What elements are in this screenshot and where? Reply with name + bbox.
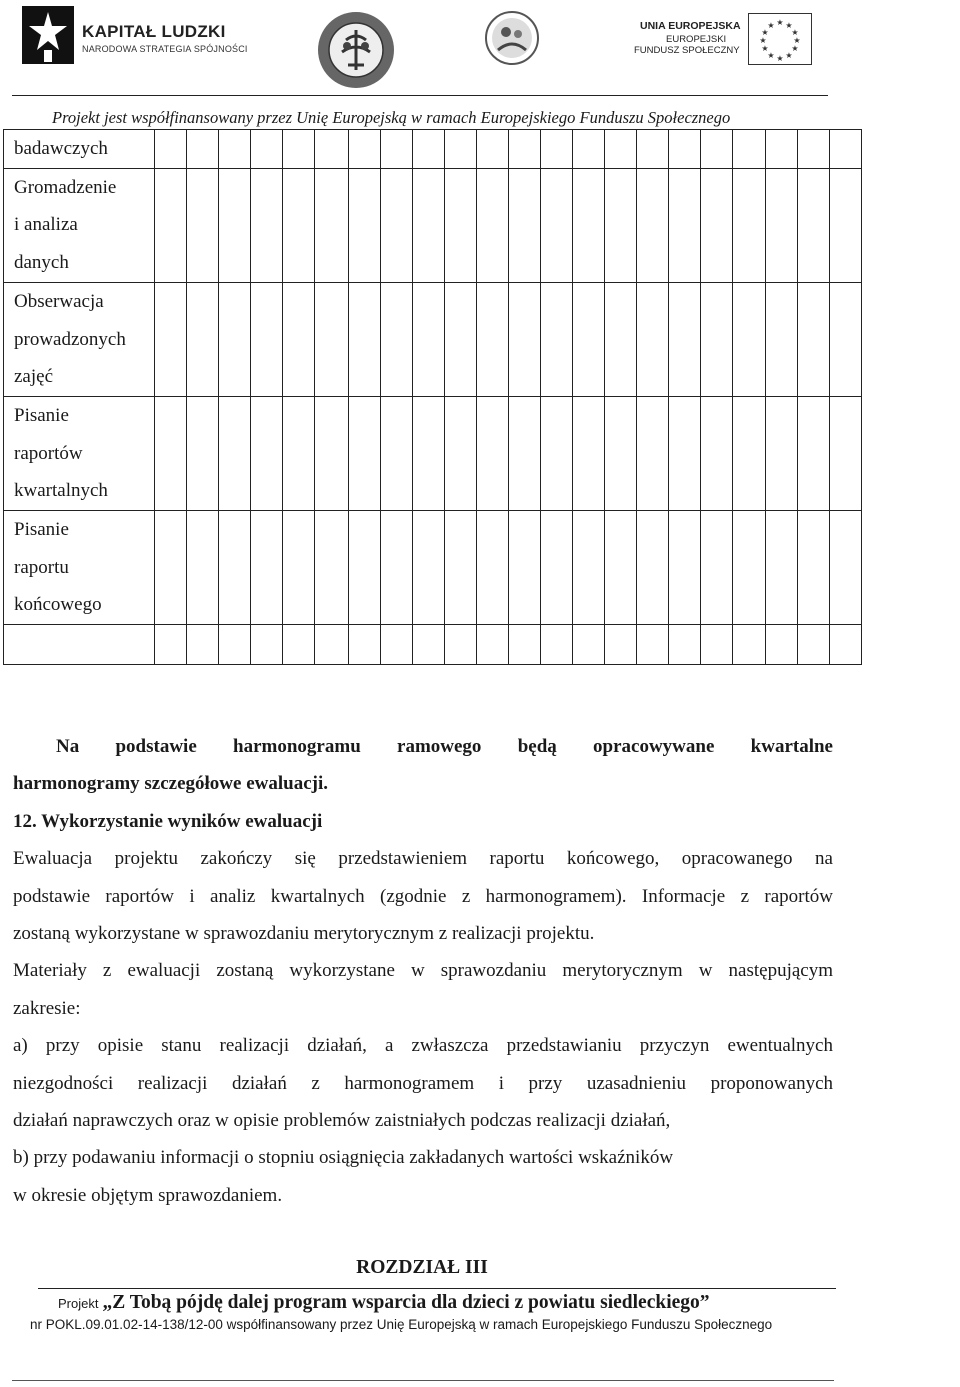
schedule-row [4, 282, 862, 396]
schedule-cell [251, 168, 283, 282]
schedule-cell [283, 168, 315, 282]
section-heading: 12. Wykorzystanie wyników ewaluacji [13, 810, 323, 832]
schedule-cell [477, 282, 509, 396]
schedule-row [4, 625, 862, 665]
schedule-table [3, 129, 862, 665]
schedule-cell [541, 625, 573, 665]
schedule-cell [637, 282, 669, 396]
schedule-cell [315, 396, 349, 510]
schedule-cell [155, 168, 187, 282]
schedule-cell [315, 511, 349, 625]
svg-text:★: ★ [767, 21, 775, 30]
list-item-a-line1: a) przy opisie stanu realizacji działań, a zwłaszcza przedstawianiu przyczyn ewentualnych [13, 1035, 833, 1057]
schedule-cell [219, 511, 251, 625]
schedule-cell [701, 625, 733, 665]
schedule-cell [283, 396, 315, 510]
activity-label-line: Pisanie [14, 404, 69, 426]
schedule-cell [187, 282, 219, 396]
paragraph-evaluation-line3: zostaną wykorzystane w sprawozdaniu merytorycznym z realizacji projektu. [13, 923, 595, 945]
svg-text:★: ★ [767, 51, 775, 60]
partner-round-logo-icon [484, 10, 540, 66]
schedule-cell [509, 511, 541, 625]
schedule-cell [219, 168, 251, 282]
schedule-cell [381, 168, 413, 282]
schedule-cell [251, 130, 283, 169]
schedule-cell [573, 396, 605, 510]
footer-divider [38, 1288, 836, 1289]
schedule-cell [155, 625, 187, 665]
schedule-cell [733, 396, 766, 510]
schedule-cell [445, 625, 477, 665]
svg-text:★: ★ [785, 51, 793, 60]
activity-label-cell [4, 396, 155, 510]
eu-flag-icon [748, 13, 812, 65]
activity-label-line: Obserwacja [14, 290, 104, 312]
eu-logo-line2: EUROPEJSKI [666, 34, 727, 45]
svg-text:★: ★ [776, 18, 784, 27]
schedule-cell [733, 168, 766, 282]
schedule-cell [349, 511, 381, 625]
powiat-siedlecki-seal-icon [316, 10, 396, 90]
schedule-cell [445, 130, 477, 169]
schedule-cell [637, 625, 669, 665]
kapital-ludzki-title: KAPITAŁ LUDZKI [82, 22, 226, 41]
schedule-cell [573, 130, 605, 169]
activity-label-line: Pisanie [14, 519, 69, 541]
schedule-cell [830, 130, 862, 169]
schedule-cell [701, 511, 733, 625]
footer-project-number: nr POKL.09.01.02-14-138/12-00 współfinansowany przez Unię Europejską w ramach Europejskiego Funduszu Społecznego [30, 1317, 773, 1332]
schedule-cell [798, 168, 830, 282]
schedule-cell [413, 511, 445, 625]
schedule-cell [766, 396, 798, 510]
schedule-cell [766, 130, 798, 169]
schedule-cell [477, 396, 509, 510]
activity-label-cell [4, 282, 155, 396]
schedule-cell [219, 396, 251, 510]
schedule-cell [701, 130, 733, 169]
schedule-cell [669, 168, 701, 282]
activity-label-line: raportów [14, 442, 83, 464]
schedule-cell [155, 511, 187, 625]
schedule-cell [381, 396, 413, 510]
footer-project-label: Projekt [58, 1296, 99, 1311]
schedule-cell [413, 130, 445, 169]
schedule-cell [637, 168, 669, 282]
svg-text:★: ★ [791, 28, 799, 37]
footer-project-line [58, 1292, 710, 1314]
schedule-cell [155, 130, 187, 169]
schedule-cell [573, 168, 605, 282]
schedule-cell [187, 625, 219, 665]
svg-text:★: ★ [776, 54, 784, 63]
schedule-cell [573, 511, 605, 625]
schedule-cell [509, 282, 541, 396]
svg-text:★: ★ [791, 44, 799, 53]
schedule-row [4, 130, 862, 169]
schedule-cell [219, 625, 251, 665]
schedule-cell [251, 396, 283, 510]
svg-text:★: ★ [761, 44, 769, 53]
schedule-cell [155, 282, 187, 396]
activity-label-cell [4, 511, 155, 625]
schedule-cell [669, 130, 701, 169]
header-divider [12, 95, 828, 96]
schedule-cell [830, 396, 862, 510]
schedule-cell [413, 282, 445, 396]
svg-text:★: ★ [793, 36, 801, 45]
schedule-cell [733, 511, 766, 625]
header-logos [0, 0, 960, 80]
eu-logo-line1: UNIA EUROPEJSKA [640, 20, 741, 32]
document-body [13, 728, 833, 1214]
schedule-cell [669, 625, 701, 665]
activity-label-line: prowadzonych [14, 328, 126, 350]
schedule-cell [187, 168, 219, 282]
activity-label-cell [4, 168, 155, 282]
schedule-cell [349, 282, 381, 396]
activity-label-cell [4, 130, 155, 169]
schedule-cell [219, 282, 251, 396]
activity-label-cell [4, 625, 155, 665]
schedule-cell [477, 625, 509, 665]
schedule-cell [315, 130, 349, 169]
schedule-cell [830, 625, 862, 665]
schedule-cell [219, 130, 251, 169]
schedule-cell [381, 625, 413, 665]
schedule-cell [187, 396, 219, 510]
activity-label-line: danych [14, 252, 69, 274]
schedule-cell [509, 396, 541, 510]
schedule-cell [349, 396, 381, 510]
schedule-grid [3, 129, 829, 659]
schedule-cell [669, 511, 701, 625]
schedule-cell [283, 130, 315, 169]
schedule-cell [315, 282, 349, 396]
schedule-cell [251, 511, 283, 625]
activity-label-line: raportu [14, 556, 69, 578]
activity-label-line: Gromadzenie [14, 176, 117, 198]
schedule-cell [509, 168, 541, 282]
list-item-b-line1: b) przy podawaniu informacji o stopniu osiągnięcia zakładanych wartości wskaźników [13, 1147, 674, 1169]
schedule-cell [349, 625, 381, 665]
schedule-cell [509, 625, 541, 665]
schedule-cell [798, 282, 830, 396]
schedule-cell [830, 282, 862, 396]
schedule-cell [541, 130, 573, 169]
schedule-cell [445, 168, 477, 282]
schedule-cell [733, 282, 766, 396]
paragraph-materials-line1: Materiały z ewaluacji zostaną wykorzystane w sprawozdaniu merytorycznym w następującym [13, 960, 833, 982]
schedule-cell [381, 511, 413, 625]
schedule-cell [605, 282, 637, 396]
schedule-cell [798, 625, 830, 665]
schedule-cell [541, 396, 573, 510]
paragraph-harmonogram-line2: harmonogramy szczegółowe ewaluacji. [13, 773, 329, 795]
list-item-a-line2: niezgodności realizacji działań z harmonogramem i przy uzasadnieniu proponowanych [13, 1072, 833, 1094]
schedule-cell [798, 511, 830, 625]
paragraph-materials-line2: zakresie: [13, 997, 81, 1019]
schedule-cell [733, 130, 766, 169]
schedule-row [4, 168, 862, 282]
schedule-cell [733, 625, 766, 665]
schedule-cell [509, 130, 541, 169]
schedule-cell [637, 130, 669, 169]
schedule-cell [445, 511, 477, 625]
schedule-cell [766, 625, 798, 665]
kapital-ludzki-emblem-icon [22, 6, 74, 64]
schedule-cell [477, 511, 509, 625]
paragraph-evaluation-line1: Ewaluacja projektu zakończy się przedstawieniem raportu końcowego, opracowanego na [13, 848, 833, 870]
page-bottom-divider [12, 1380, 834, 1381]
schedule-cell [766, 282, 798, 396]
schedule-cell [605, 168, 637, 282]
schedule-cell [766, 511, 798, 625]
activity-label-line: kwartalnych [14, 480, 108, 502]
schedule-cell [605, 625, 637, 665]
chapter-title: ROZDZIAŁ III [356, 1257, 488, 1278]
activity-label-line: końcowego [14, 594, 102, 616]
schedule-cell [187, 511, 219, 625]
schedule-cell [187, 130, 219, 169]
schedule-cell [830, 168, 862, 282]
schedule-cell [637, 396, 669, 510]
schedule-cell [573, 282, 605, 396]
schedule-cell [477, 130, 509, 169]
schedule-cell [701, 282, 733, 396]
schedule-cell [477, 168, 509, 282]
svg-text:★: ★ [785, 21, 793, 30]
activity-label-line: i analiza [14, 214, 78, 236]
schedule-cell [573, 625, 605, 665]
schedule-cell [283, 625, 315, 665]
kapital-ludzki-subtitle: NARODOWA STRATEGIA SPÓJNOŚCI [82, 44, 248, 54]
list-item-a-line3: działań naprawczych oraz w opisie problemów zaistniałych podczas realizacji działań, [13, 1110, 671, 1132]
schedule-cell [381, 282, 413, 396]
kapital-ludzki-logo [22, 6, 248, 66]
schedule-row [4, 396, 862, 510]
schedule-cell [413, 625, 445, 665]
eu-social-fund-logo [628, 10, 818, 66]
schedule-cell [381, 130, 413, 169]
schedule-cell [605, 130, 637, 169]
schedule-cell [251, 625, 283, 665]
schedule-cell [541, 168, 573, 282]
activity-label-line: zajęć [14, 366, 54, 388]
svg-text:★: ★ [761, 28, 769, 37]
schedule-cell [701, 168, 733, 282]
schedule-cell [315, 625, 349, 665]
schedule-cell [349, 130, 381, 169]
schedule-cell [541, 282, 573, 396]
schedule-cell [766, 168, 798, 282]
schedule-cell [669, 282, 701, 396]
schedule-cell [605, 396, 637, 510]
schedule-cell [445, 282, 477, 396]
activity-label-line: badawczych [14, 138, 108, 159]
schedule-cell [830, 511, 862, 625]
schedule-cell [798, 130, 830, 169]
schedule-row [4, 511, 862, 625]
schedule-cell [669, 396, 701, 510]
schedule-cell [349, 168, 381, 282]
cofinanced-note: Projekt jest współfinansowany przez Unię Europejską w ramach Europejskiego Funduszu Społecznego [52, 108, 731, 127]
paragraph-evaluation-line2: podstawie raportów i analiz kwartalnych (zgodnie z harmonogramem). Informacje z raportów [13, 885, 833, 907]
schedule-cell [413, 168, 445, 282]
schedule-cell [605, 511, 637, 625]
schedule-cell [637, 511, 669, 625]
schedule-cell [701, 396, 733, 510]
schedule-cell [251, 282, 283, 396]
list-item-b-line2: w okresie objętym sprawozdaniem. [13, 1184, 283, 1206]
schedule-cell [283, 282, 315, 396]
schedule-cell [798, 396, 830, 510]
eu-logo-line3: FUNDUSZ SPOŁECZNY [634, 45, 740, 56]
schedule-cell [445, 396, 477, 510]
svg-text:★: ★ [759, 36, 767, 45]
schedule-cell [155, 396, 187, 510]
schedule-cell [541, 511, 573, 625]
paragraph-harmonogram-line1: Na podstawie harmonogramu ramowego będą opracowywane kwartalne [56, 736, 833, 757]
schedule-cell [283, 511, 315, 625]
footer-project-title: „Z Tobą pójdę dalej program wsparcia dla dzieci z powiatu siedleckiego” [102, 1292, 710, 1313]
schedule-cell [315, 168, 349, 282]
schedule-cell [413, 396, 445, 510]
